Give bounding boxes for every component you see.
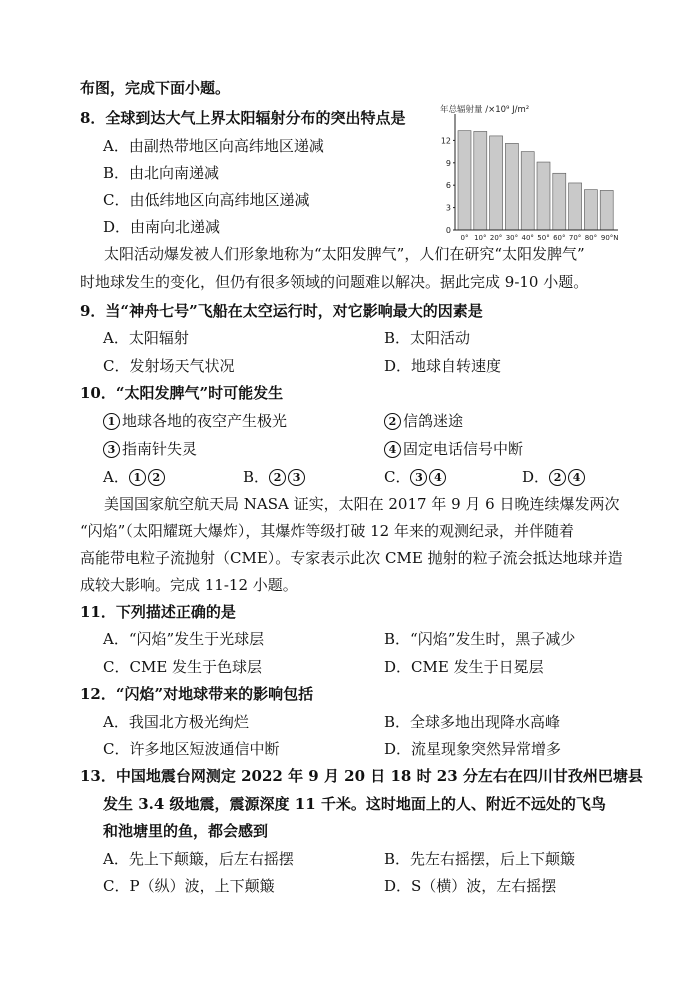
x-tick-label: 20° bbox=[489, 234, 503, 242]
bar bbox=[474, 131, 487, 230]
q11-stem: 11．下列描述正确的是 bbox=[80, 603, 236, 621]
circled-number: 3 bbox=[103, 441, 120, 458]
q10-statement-1 bbox=[103, 410, 287, 432]
q8-option-c: C．由低纬地区向高纬地区递减 bbox=[103, 191, 310, 209]
q12-option-b: B．全球多地出现降水高峰 bbox=[384, 713, 561, 731]
passage1-line2: 时地球发生的变化，但仍有很多领域的问题难以解决。据此完成 9-10 小题。 bbox=[80, 273, 589, 291]
x-tick-label: 60° bbox=[553, 234, 566, 242]
x-tick-label: 50° bbox=[537, 234, 550, 242]
option-letter: B． bbox=[243, 468, 270, 486]
statement-text: 信鸽迷途 bbox=[403, 412, 464, 430]
circled-number: 1 bbox=[103, 413, 120, 430]
q11-option-b: B．“闪焰”发生时，黑子减少 bbox=[384, 630, 576, 648]
passage2-line1: 美国国家航空航天局 NASA 证实，太阳在 2017 年 9 月 6 日晚连续爆发两次 bbox=[104, 495, 620, 513]
x-tick-label: 40° bbox=[521, 234, 534, 242]
circled-number: 2 bbox=[269, 469, 286, 486]
circled-number: 4 bbox=[568, 469, 585, 486]
statement-text: 地球各地的夜空产生极光 bbox=[122, 412, 288, 430]
y-tick-label: 3 bbox=[445, 203, 451, 213]
q10-option-c bbox=[384, 466, 448, 488]
statement-text: 指南针失灵 bbox=[122, 440, 198, 458]
y-tick-label: 0 bbox=[445, 226, 451, 235]
passage1-line1: 太阳活动爆发被人们形象地称为“太阳发脾气”，人们在研究“太阳发脾气” bbox=[104, 245, 585, 263]
option-letter: D． bbox=[522, 468, 550, 486]
x-tick-label: 90°N bbox=[600, 234, 619, 242]
bar bbox=[458, 131, 471, 230]
q12-stem: 12．“闪焰”对地球带来的影响包括 bbox=[80, 685, 314, 703]
x-tick-label: 0° bbox=[460, 234, 469, 242]
x-tick-label: 30° bbox=[505, 234, 519, 242]
q10-statement-3 bbox=[103, 438, 197, 460]
bar bbox=[521, 152, 534, 230]
bar bbox=[584, 190, 597, 230]
bar bbox=[600, 190, 613, 230]
circled-number: 3 bbox=[410, 469, 427, 486]
passage2-line2: “闪焰”（太阳耀斑大爆炸），其爆炸等级打破 12 年来的观测纪录，并伴随着 bbox=[80, 522, 574, 540]
passage2-line3: 高能带电粒子流抛射（CME）。专家表示此次 CME 抛射的粒子流会抵达地球并造 bbox=[80, 549, 623, 567]
circled-number: 2 bbox=[148, 469, 165, 486]
q10-option-b bbox=[243, 466, 307, 488]
circled-number: 2 bbox=[549, 469, 566, 486]
q13-stem-line1: 13．中国地震台网测定 2022 年 9 月 20 日 18 时 23 分左右在四川甘孜州巴塘县 bbox=[80, 767, 643, 785]
q10-option-a bbox=[103, 466, 167, 488]
q10-statement-4 bbox=[384, 438, 523, 460]
q13-stem-line3: 和池塘里的鱼，都会感到 bbox=[103, 822, 269, 840]
x-tick-label: 80° bbox=[584, 234, 598, 242]
option-letter: A． bbox=[103, 468, 129, 486]
q11-option-d: D．CME 发生于日冕层 bbox=[384, 658, 544, 676]
q12-option-a: A．我国北方极光绚烂 bbox=[103, 713, 249, 731]
q10-statement-2 bbox=[384, 410, 463, 432]
q8-option-a: A．由副热带地区向高纬地区递减 bbox=[103, 137, 324, 155]
chart-title: 年总辐射量 /×10⁹ J/m² bbox=[440, 105, 530, 115]
passage2-line4: 成较大影响。完成 11-12 小题。 bbox=[80, 576, 298, 594]
bar bbox=[505, 143, 518, 230]
q9-option-b: B．太阳活动 bbox=[384, 329, 471, 347]
q13-stem-line2: 发生 3.4 级地震，震源深度 11 千米。这时地面上的人、附近不远处的飞鸟 bbox=[103, 795, 606, 813]
bar bbox=[537, 162, 550, 230]
option-letter: C． bbox=[384, 468, 411, 486]
q8-stem: 8．全球到达大气上界太阳辐射分布的突出特点是 bbox=[80, 109, 406, 127]
statement-text: 固定电话信号中断 bbox=[403, 440, 524, 458]
circled-number: 4 bbox=[384, 441, 401, 458]
q9-option-c: C．发射场天气状况 bbox=[103, 357, 235, 375]
q12-option-c: C．许多地区短波通信中断 bbox=[103, 740, 280, 758]
q10-option-d bbox=[522, 466, 587, 488]
circled-number: 1 bbox=[129, 469, 146, 486]
bar bbox=[490, 136, 503, 230]
bar bbox=[569, 183, 582, 230]
bar bbox=[553, 173, 566, 230]
q13-option-a: A．先上下颠簸，后左右摇摆 bbox=[103, 850, 294, 868]
q9-stem: 9．当“神舟七号”飞船在太空运行时，对它影响最大的因素是 bbox=[80, 302, 483, 320]
q9-option-d: D．地球自转速度 bbox=[384, 357, 502, 375]
circled-number: 4 bbox=[429, 469, 446, 486]
q8-option-b: B．由北向南递减 bbox=[103, 164, 220, 182]
q13-option-c: C．P（纵）波，上下颠簸 bbox=[103, 877, 275, 895]
q13-option-b: B．先左右摇摆，后上下颠簸 bbox=[384, 850, 576, 868]
q9-option-a: A．太阳辐射 bbox=[103, 329, 189, 347]
q8-option-d: D．由南向北递减 bbox=[103, 218, 221, 236]
y-tick-label: 12 bbox=[440, 136, 451, 146]
x-tick-label: 10° bbox=[474, 234, 487, 242]
circled-number: 2 bbox=[384, 413, 401, 430]
intro-top: 布图，完成下面小题。 bbox=[80, 79, 231, 97]
q10-stem: 10．“太阳发脾气”时可能发生 bbox=[80, 384, 284, 402]
q12-option-d: D．流星现象突然异常增多 bbox=[384, 740, 562, 758]
q11-option-a: A．“闪焰”发生于光球层 bbox=[103, 630, 265, 648]
y-tick-label: 9 bbox=[445, 158, 451, 168]
q13-option-d: D．S（横）波，左右摇摆 bbox=[384, 877, 557, 895]
circled-number: 3 bbox=[288, 469, 305, 486]
x-tick-label: 70° bbox=[568, 234, 582, 242]
q11-option-c: C．CME 发生于色球层 bbox=[103, 658, 263, 676]
y-tick-label: 6 bbox=[445, 181, 451, 191]
